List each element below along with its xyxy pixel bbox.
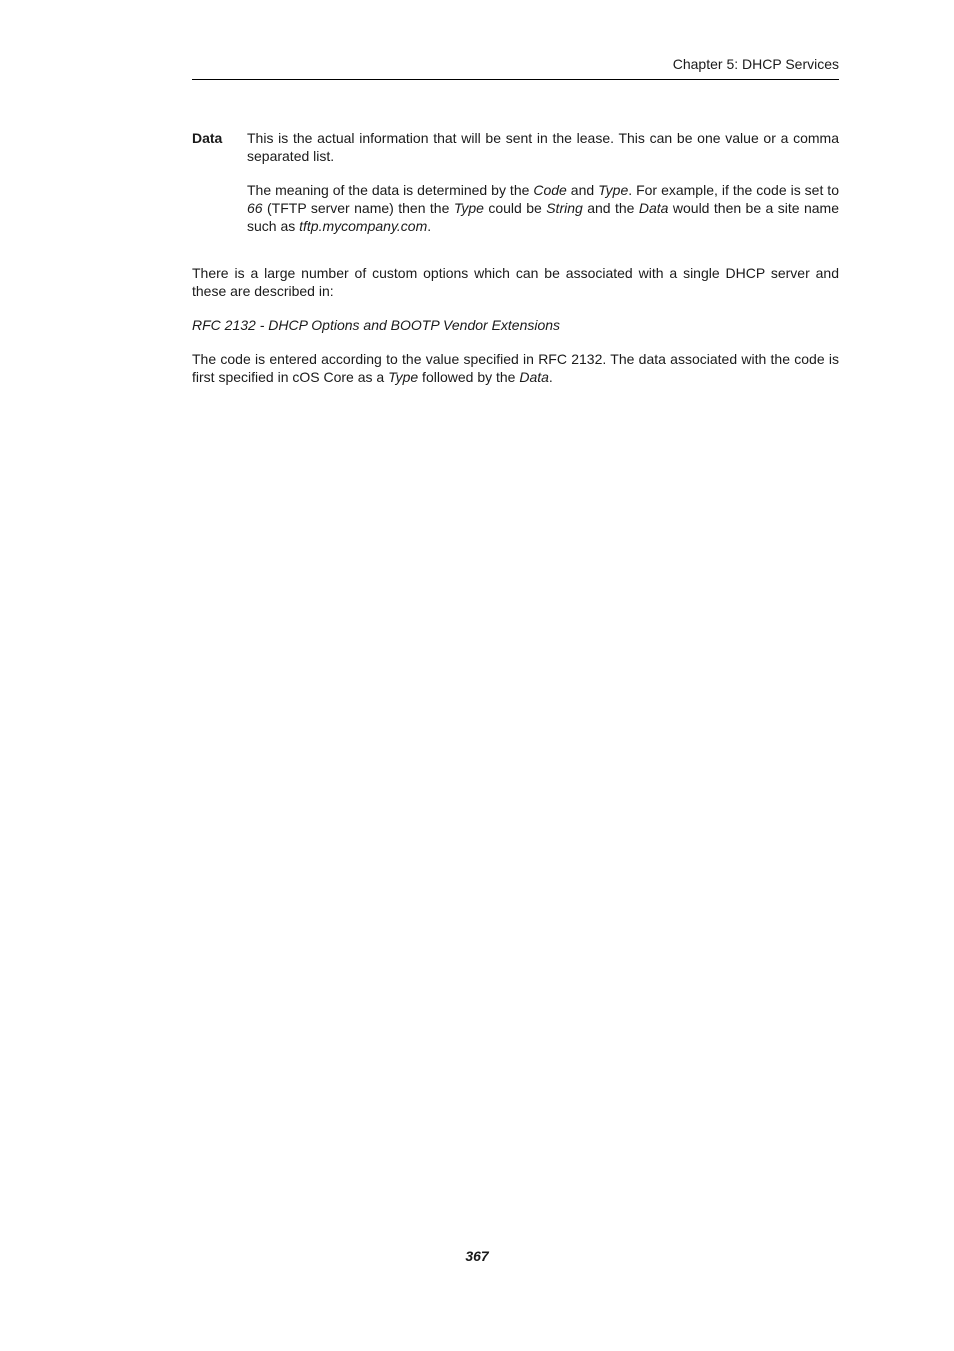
rfc-reference: RFC 2132 - DHCP Options and BOOTP Vendor Extensions xyxy=(192,317,561,333)
text-span: and the xyxy=(582,200,639,216)
page-content xyxy=(192,129,839,386)
emphasis-data: Data xyxy=(638,200,669,216)
text-span: followed by the xyxy=(418,369,520,385)
emphasis-site-name: tftp.mycompany.com xyxy=(299,218,428,234)
custom-options-paragraph: There is a large number of custom options which can be associated with a single DHCP server and these are described in: xyxy=(192,265,839,299)
emphasis-code-number: 66 xyxy=(247,200,263,216)
chapter-title: Chapter 5: DHCP Services xyxy=(672,56,839,72)
emphasis-type: Type xyxy=(598,182,629,198)
text-span: could be xyxy=(483,200,547,216)
emphasis-type: Type xyxy=(388,369,419,385)
definition-term: Data xyxy=(192,130,223,146)
definition-item-data xyxy=(192,129,839,235)
text-span: . xyxy=(427,218,432,234)
text-span: would then be a site name such as xyxy=(247,200,839,234)
page-number: 367 xyxy=(465,1248,489,1264)
emphasis-data: Data xyxy=(519,369,549,385)
text-span: and xyxy=(566,182,599,198)
emphasis-code: Code xyxy=(533,182,567,198)
text-span: The meaning of the data is determined by the xyxy=(247,182,534,198)
definition-body xyxy=(247,129,839,235)
emphasis-string: String xyxy=(546,200,583,216)
text-span: The code is entered according to the value specified in RFC 2132. The data associated with the code is first specified in cOS Core as a xyxy=(192,351,839,385)
text-span: . For example, if the code is set to xyxy=(628,182,839,198)
text-span: (TFTP server name) then the xyxy=(262,200,454,216)
code-entry-paragraph xyxy=(192,350,839,386)
definition-paragraph-1: This is the actual information that will be sent in the lease. This can be one value or a comma separated list. xyxy=(247,130,839,164)
page-header xyxy=(192,55,839,80)
emphasis-type: Type xyxy=(453,200,484,216)
definition-paragraph-2 xyxy=(247,181,839,235)
text-span: . xyxy=(548,369,553,385)
